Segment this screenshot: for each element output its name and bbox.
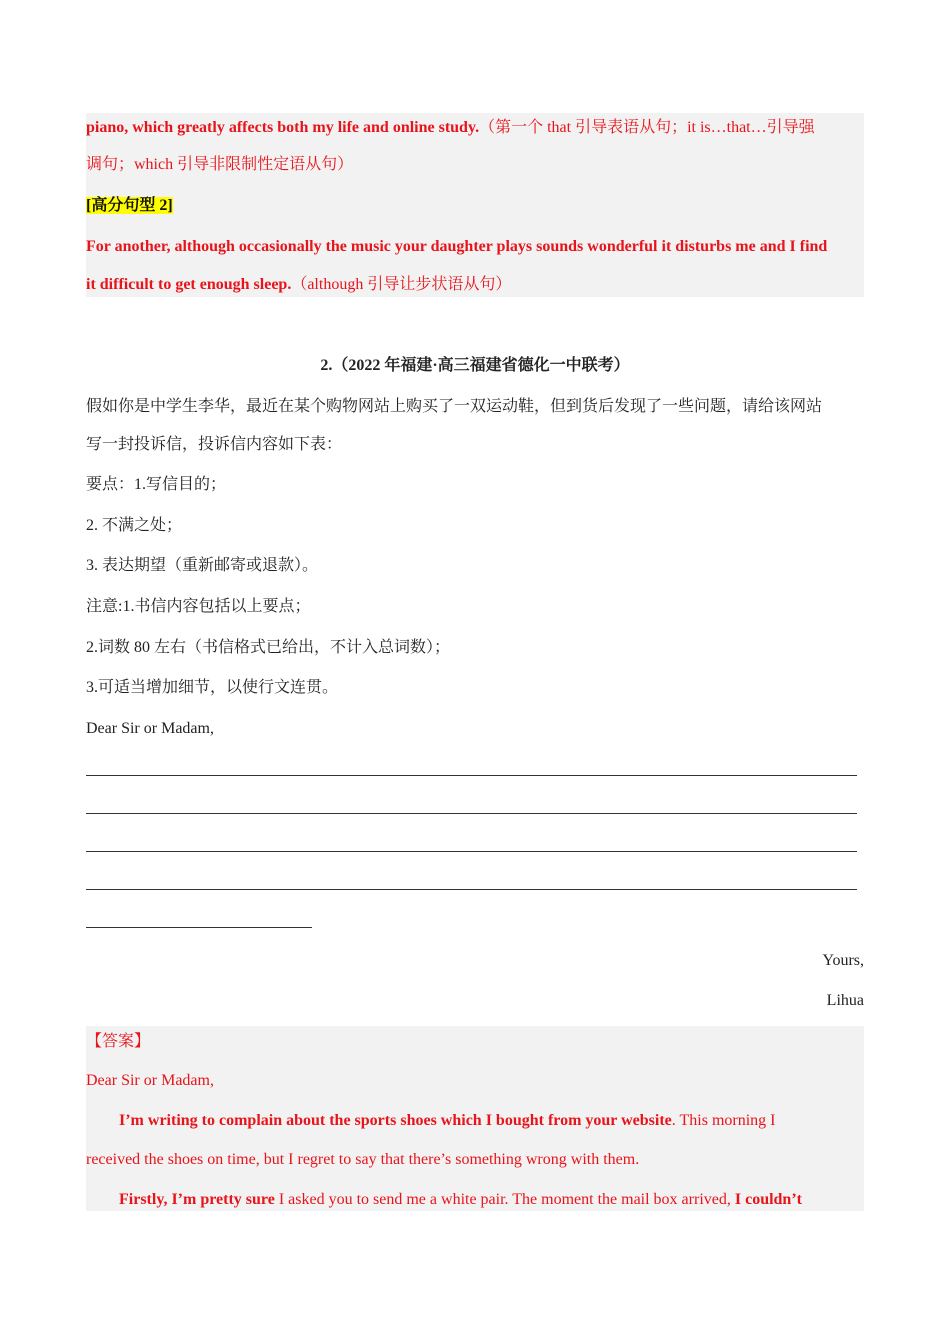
answer-paragraph-1-line-2: received the shoes on time, but I regret to say that there’s something wrong with them. <box>86 1151 640 1168</box>
note-3: 3.可适当增加细节，以使行文连贯。 <box>86 679 339 696</box>
answer-paragraph-1 <box>86 1111 864 1131</box>
answer-p2-bold-end: I couldn’t <box>734 1191 802 1208</box>
writing-line-3 <box>86 851 857 852</box>
top-line-5-bold: it difficult to get enough sleep. <box>86 276 292 293</box>
top-line-1-note: （第一个 that 引导表语从句；it is…that…引导强 <box>479 119 815 136</box>
pattern-2-row <box>86 196 864 216</box>
top-line-4: For another, although occasionally the music your daughter plays sounds wonderful it disturbs me and I find <box>86 238 828 255</box>
letter-salutation: Dear Sir or Madam, <box>86 720 214 737</box>
pattern-2-label: [高分句型 2] <box>86 197 173 214</box>
top-line-1 <box>86 118 864 138</box>
top-line-1-bold: piano, which greatly affects both my life and online study. <box>86 119 480 136</box>
writing-line-2 <box>86 813 857 814</box>
question-title: 2.（2022 年福建·高三福建省德化一中联考） <box>320 357 630 374</box>
answer-p2-rest: I asked you to send me a white pair. The moment the mail box arrived, <box>274 1191 735 1208</box>
writing-line-4 <box>86 889 857 890</box>
answer-salutation: Dear Sir or Madam, <box>86 1072 214 1089</box>
letter-signature: Lihua <box>826 992 864 1009</box>
prompt-line-2: 写一封投诉信，投诉信内容如下表： <box>86 436 343 453</box>
answer-p2-bold: Firstly, I’m pretty sure <box>119 1191 275 1208</box>
point-1: 要点：1.写信目的； <box>86 476 227 493</box>
answer-paragraph-2 <box>86 1190 864 1210</box>
top-line-5 <box>86 275 864 295</box>
point-3: 3. 表达期望（重新邮寄或退款）。 <box>86 557 319 574</box>
answer-p1-rest: . This morning I <box>671 1112 776 1129</box>
writing-line-5 <box>86 927 312 928</box>
top-line-5-note: （although 引导让步状语从句） <box>291 276 512 293</box>
answer-p1-bold: I’m writing to complain about the sports shoes which I bought from your website <box>119 1112 672 1129</box>
letter-closing: Yours, <box>822 952 864 969</box>
top-line-2: 调句；which 引导非限制性定语从句） <box>86 156 354 173</box>
prompt-line-1: 假如你是中学生李华，最近在某个购物网站上购买了一双运动鞋，但到货后发现了一些问题，请给该网站 <box>86 398 823 415</box>
answer-label: 【答案】 <box>86 1033 151 1050</box>
point-2: 2. 不满之处； <box>86 517 183 534</box>
note-1: 注意:1.书信内容包括以上要点； <box>86 598 311 615</box>
note-2: 2.词数 80 左右（书信格式已给出，不计入总词数）； <box>86 639 451 656</box>
writing-line-1 <box>86 775 857 776</box>
